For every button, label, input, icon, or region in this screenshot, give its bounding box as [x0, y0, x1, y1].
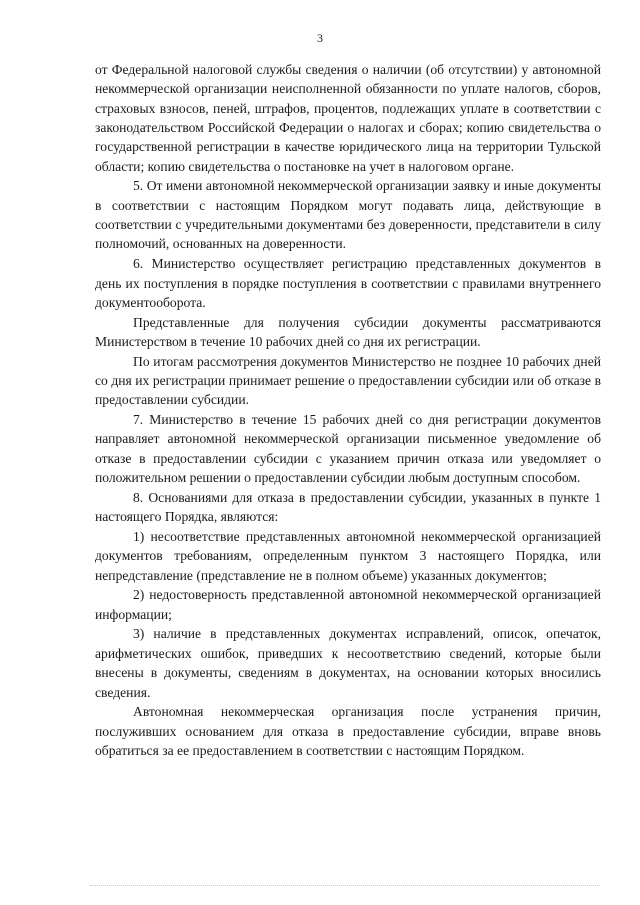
- paragraph-continuation: от Федеральной налоговой службы сведения о наличии (об отсутствии) у автономной некоммерческой организации неисполненной обязанности по уплате налогов, сборов, страховых взносов, пеней, штрафов, процентов, подлежащих уплате в соответствии с законодательством Российской Федерации о налогах и сборах; копию свидетельства о государственной регистрации в качестве юридического лица на территории Тульской области; копию свидетельства о постановке на учет в налоговом органе.: [95, 62, 601, 174]
- document-body: [95, 60, 601, 761]
- list-item-3: 3) наличие в представленных документах исправлений, описок, опечаток, арифметических ошибок, приведших к несоответствию сведений, которые были внесены в документы, сведениям в документах, на основании которых вносились сведения.: [95, 626, 601, 700]
- paragraph-review-period: Представленные для получения субсидии документы рассматриваются Министерством в течение 10 рабочих дней со дня их регистрации.: [95, 314, 601, 349]
- page-number: 3: [317, 31, 323, 45]
- list-item-2: 2) недостоверность представленной автономной некоммерческой организацией информации;: [95, 587, 601, 622]
- list-item-1: 1) несоответствие представленных автономной некоммерческой организацией документов требованиям, определенным пунктом 3 настоящего Порядка, или непредставление (представление не в полном объеме) указанных документов;: [95, 528, 601, 583]
- paragraph-item-5: 5. От имени автономной некоммерческой организации заявку и иные документы в соответствии с настоящим Порядком могут подавать лица, действующие в соответствии с учредительными документами без доверенности, представители в силу полномочий, основанных на доверенности.: [95, 178, 601, 252]
- paragraph-item-7: 7. Министерство в течение 15 рабочих дней со дня регистрации документов направляет автономной некоммерческой организации письменное уведомление об отказе в предоставлении субсидии с указанием причин отказа или уведомляет о положительном решении о предоставлении субсидии любым доступным способом.: [95, 412, 601, 486]
- scan-footer-artifact: [90, 885, 600, 888]
- paragraph-item-6: 6. Министерство осуществляет регистрацию представленных документов в день их поступления в порядке поступления в соответствии с правилами внутреннего документооборота.: [95, 256, 601, 310]
- paragraph-decision: По итогам рассмотрения документов Министерство не позднее 10 рабочих дней со дня их регистрации принимает решение о предоставлении субсидии или об отказе в предоставлении субсидии.: [95, 353, 601, 408]
- paragraph-reapply: Автономная некоммерческая организация после устранения причин, послуживших основанием для отказа в предоставление субсидии, вправе вновь обратиться за ее предоставлением в соответствии с настоящим Порядком.: [95, 704, 601, 758]
- paragraph-item-8: 8. Основаниями для отказа в предоставлении субсидии, указанных в пункте 1 настоящего Порядка, являются:: [95, 489, 601, 525]
